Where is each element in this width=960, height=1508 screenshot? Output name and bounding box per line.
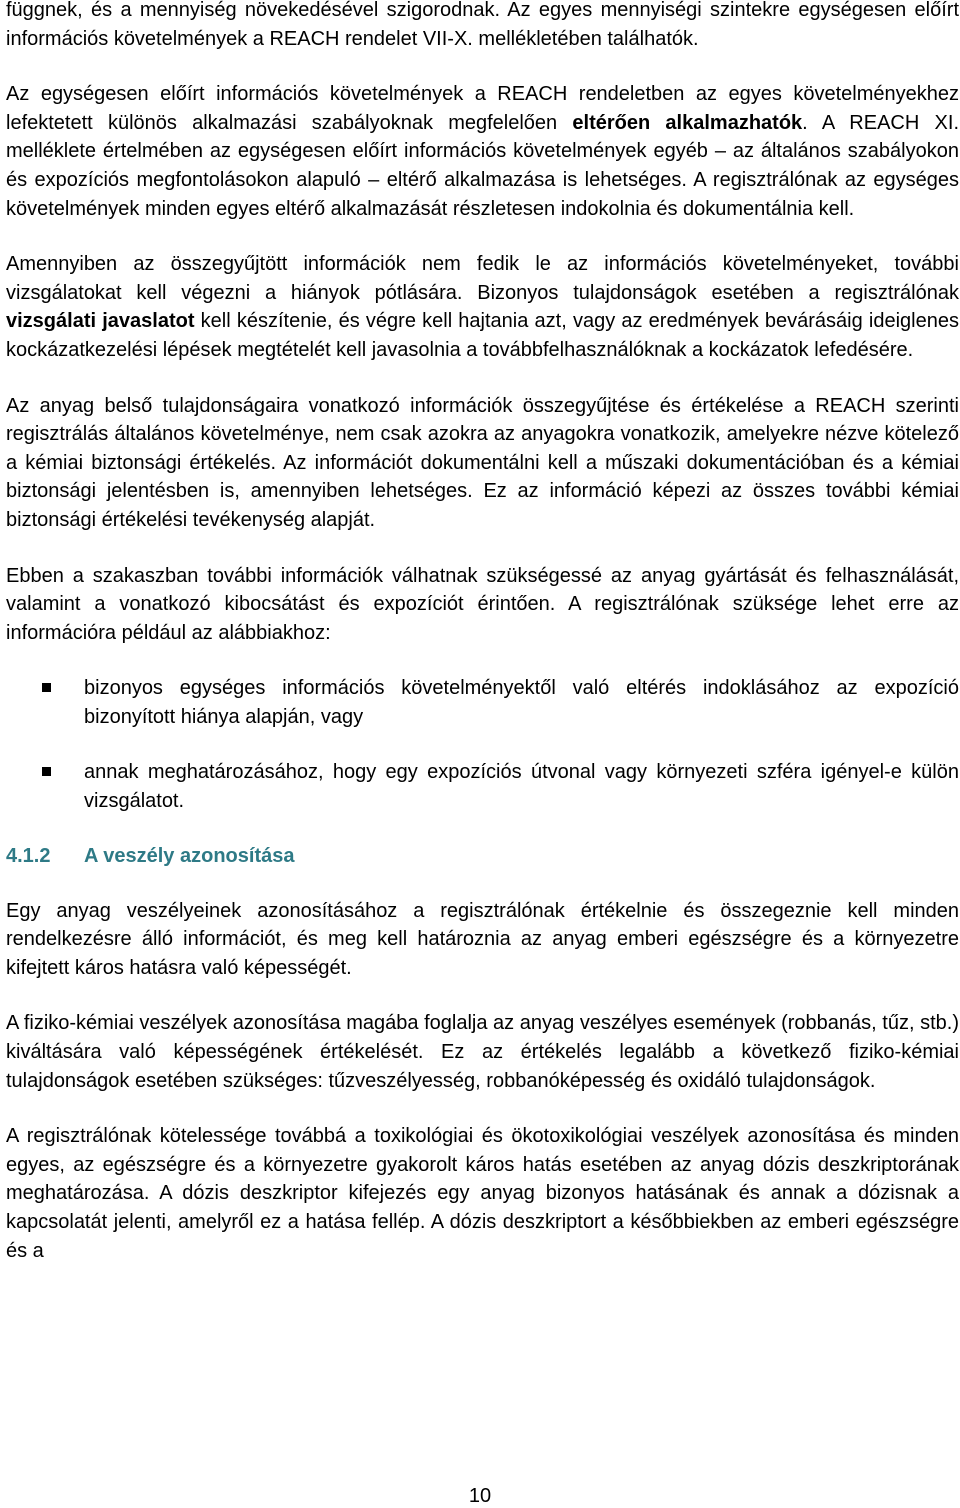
document-page [6,0,959,1265]
paragraph-deviation [6,80,959,223]
paragraph-toxicological: A regisztrálónak kötelessége továbbá a toxikológiai és ökotoxikológiai veszélyek azonosítása és minden egyes, az egészségre és a környezetre gyakorolt káros hatás esetében az anyag dózis deszkriptorának meghatározása. A dózis deszkriptor kifejezés egy anyag bizonyos hatásának és annak a dózisnak a kapcsolatát jelenti, amelyről ez a hatása fellép. A dózis deszkriptort a későbbiekben az emberi egészségre és a [6,1125,959,1262]
paragraph-hazard-identification: Egy anyag veszélyeinek azonosításához a regisztrálónak értékelnie és összegeznie kell minden rendelkezésre álló információt, és meg kell határoznia az anyag emberi egészségre és a környezetre kifejtett káros hatásra való képességét. [6,899,959,979]
list-item-text: bizonyos egységes információs követelményektől való eltérés indoklásához az expozíció bizonyított hiánya alapján, vagy [84,677,959,728]
paragraph-testing-proposal [6,250,959,364]
paragraph-exposure-info: Ebben a szakaszban további információk válhatnak szükségessé az anyag gyártását és felhasználását, valamint a vonatkozó kibocsátást és expozíciót érintően. A regisztrálónak szüksége lehet erre az információra például az alábbiakhoz: [6,564,959,644]
bold-term: vizsgálati javaslatot [6,310,195,333]
page-number: 10 [468,1485,492,1507]
paragraph-text: . A REACH XI. melléklete értelmében az egységesen előírt információs követelmények egyéb – az általános szabályokon és expozíciós megfontolásokon alapuló – eltérő alkalmazása is lehetséges. A regisztrálónak az egységes követelmények minden egyes eltérő alkalmazását részletesen indokolnia és dokumentálnia kell. [6,111,959,220]
paragraph-intrinsic-properties: Az anyag belső tulajdonságaira vonatkozó információk összegyűjtése és értékelése a REACH szerinti regisztrálás általános követelménye, nem csak azokra az anyagokra vonatkozik, amelyekre nézve kötelező a kémiai biztonsági értékelés. Az információt dokumentálni kell a műszaki dokumentációban és a kémiai biztonsági jelentésben is, amennyiben lehetséges. Ez az információ képezi az összes további kémiai biztonsági értékelési tevékenység alapját. [6,394,959,531]
bullet-list [6,674,959,815]
square-bullet-icon [42,683,51,692]
list-item-text: annak meghatározásához, hogy egy expozíciós útvonal vagy környezeti szféra igényel-e külön vizsgálatot. [84,761,959,813]
list-item [6,674,959,731]
section-heading [6,842,959,870]
paragraph-text: Az egységesen előírt információs követelmények a REACH rendeletben az egyes követelményekhez lefektetett különös alkalmazási szabályoknak megfelelően [6,83,959,134]
square-bullet-icon [42,767,51,776]
paragraph-text: kell készítenie, és végre kell hajtania azt, vagy az eredmények bevárásáig ideiglenes kockázatkezelési lépések megtételét kell javasolnia a továbbfelhasználóknak a kockázatok lefedésére. [6,310,959,361]
list-item [6,758,959,815]
bold-term: eltérően alkalmazhatók [572,111,803,134]
paragraph-reach-annexes: függnek, és a mennyiség növekedésével szigorodnak. Az egyes mennyiségi szintekre egységesen előírt információs követelmények a REACH rendelet VII-X. mellékletében találhatók. [6,0,959,50]
paragraph-text: Amennyiben az összegyűjtött információk nem fedik le az információs követelményeket, további vizsgálatokat kell végezni a hiányok pótlására. Bizonyos tulajdonságok esetében a regisztrálónak [6,253,959,304]
section-title: A veszély azonosítása [84,844,295,867]
section-number: 4.1.2 [6,844,51,867]
paragraph-physicochemical: A fiziko-kémiai veszélyek azonosítása magába foglalja az anyag veszélyes események (robbanás, tűz, stb.) kiváltására való képességének értékelését. Ez az értékelés legalább a következő fiziko-kémiai tulajdonságok esetében szükséges: tűzveszélyesség, robbanóképesség és oxidáló tulajdonságok. [6,1012,959,1092]
